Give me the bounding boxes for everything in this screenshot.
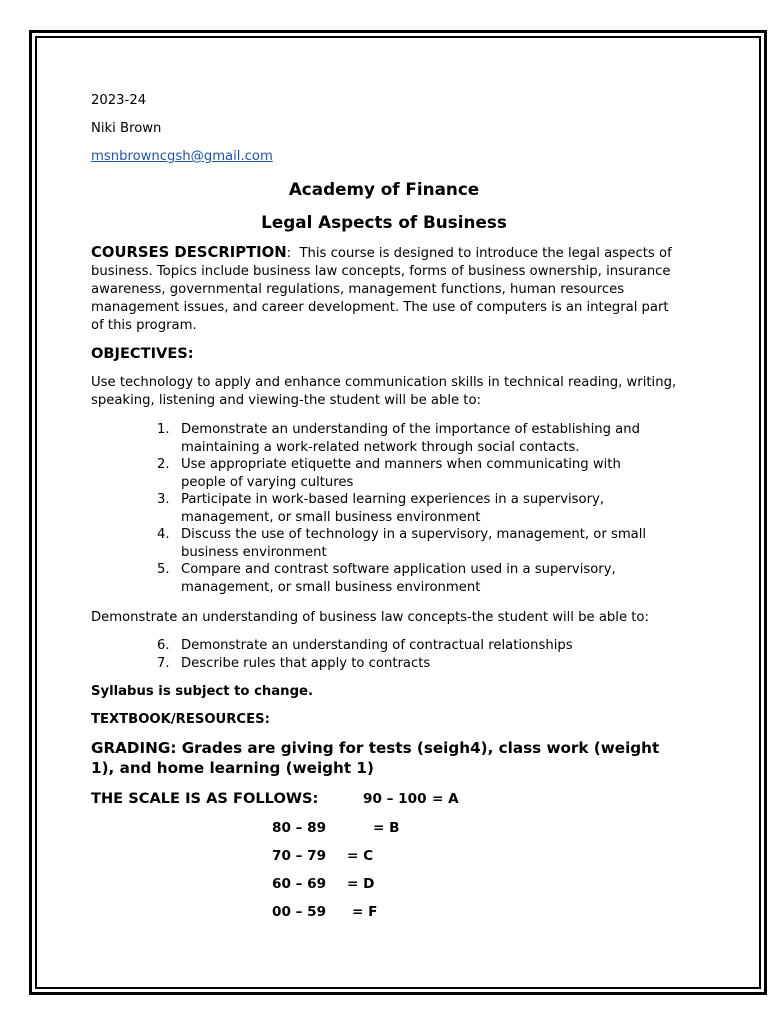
list-item-text: Demonstrate an understanding of the importance of establishing and maintaining a work-related network through social contacts. xyxy=(181,422,640,455)
school-year: 2023-24 xyxy=(91,93,147,108)
scale-row-range: 90 – 100 xyxy=(363,791,427,807)
list-item-number: 7. xyxy=(157,655,170,671)
objectives-intro: Use technology to apply and enhance communication skills in technical reading, writing, speaking, listening and viewing-the student will be able to: xyxy=(91,375,677,408)
list-item xyxy=(157,637,657,655)
course-description-label: COURSES DESCRIPTION xyxy=(91,244,287,261)
list-item xyxy=(157,456,657,491)
list-item-number: 3. xyxy=(157,492,170,507)
list-item-number: 1. xyxy=(157,422,170,437)
scale-row-range: 70 – 79 xyxy=(272,848,327,864)
list-item-text: Compare and contrast software application used in a supervisory, management, or small business environment xyxy=(181,562,616,595)
scale-row-grade: = A xyxy=(432,791,459,807)
scale-label: THE SCALE IS AS FOLLOWS: xyxy=(91,790,319,807)
textbook-heading: TEXTBOOK/RESOURCES: xyxy=(91,712,270,727)
scale-row-grade: = B xyxy=(373,820,400,836)
academy-title: Academy of Finance xyxy=(288,179,480,199)
list-item-number: 5. xyxy=(157,562,170,577)
business-law-list xyxy=(157,637,657,672)
list-item-number: 2. xyxy=(157,457,170,472)
list-item-number: 4. xyxy=(157,527,170,542)
syllabus-note: Syllabus is subject to change. xyxy=(91,684,313,699)
objectives-list xyxy=(157,421,657,596)
course-title: Legal Aspects of Business xyxy=(261,212,507,232)
course-description-text: This course is designed to introduce the legal aspects of business. Topics include business law concepts, forms of business ownership, insurance awareness, governmental regulations, management functions, human resources management issues, and career development. The use of computers is an integral part of this program. xyxy=(91,246,672,333)
list-item xyxy=(157,561,657,596)
teacher-name: Niki Brown xyxy=(91,121,162,136)
scale-row-range: 80 – 89 xyxy=(272,820,327,836)
business-law-intro: Demonstrate an understanding of business law concepts-the student will be able to: xyxy=(91,610,649,625)
list-item-text: Discuss the use of technology in a supervisory, management, or small business environment xyxy=(181,527,647,560)
scale-row-grade: = C xyxy=(347,848,374,864)
list-item-text: Demonstrate an understanding of contractual relationships xyxy=(181,638,573,653)
list-item-text: Describe rules that apply to contracts xyxy=(181,655,431,671)
list-item xyxy=(157,526,657,561)
teacher-email-link[interactable]: msnbrowncgsh@gmail.com xyxy=(91,149,273,164)
list-item-text: Participate in work-based learning experiences in a supervisory, management, or small business environment xyxy=(181,492,605,525)
list-item-number: 6. xyxy=(157,638,170,653)
scale-row-grade: = F xyxy=(352,904,378,920)
list-item xyxy=(157,491,657,526)
scale-row-grade: = D xyxy=(347,876,375,892)
list-item xyxy=(157,655,657,673)
course-description xyxy=(91,244,681,335)
list-item xyxy=(157,421,657,456)
list-item-text: Use appropriate etiquette and manners when communicating with people of varying cultures xyxy=(181,457,621,490)
course-description-separator: : xyxy=(286,246,292,261)
objectives-heading: OBJECTIVES: xyxy=(91,345,194,362)
grading-statement: GRADING: Grades are giving for tests (seigh4), class work (weight 1), and home learning (weight 1) xyxy=(91,739,660,777)
scale-row-range: 60 – 69 xyxy=(272,876,327,892)
scale-row-range: 00 – 59 xyxy=(272,904,327,920)
